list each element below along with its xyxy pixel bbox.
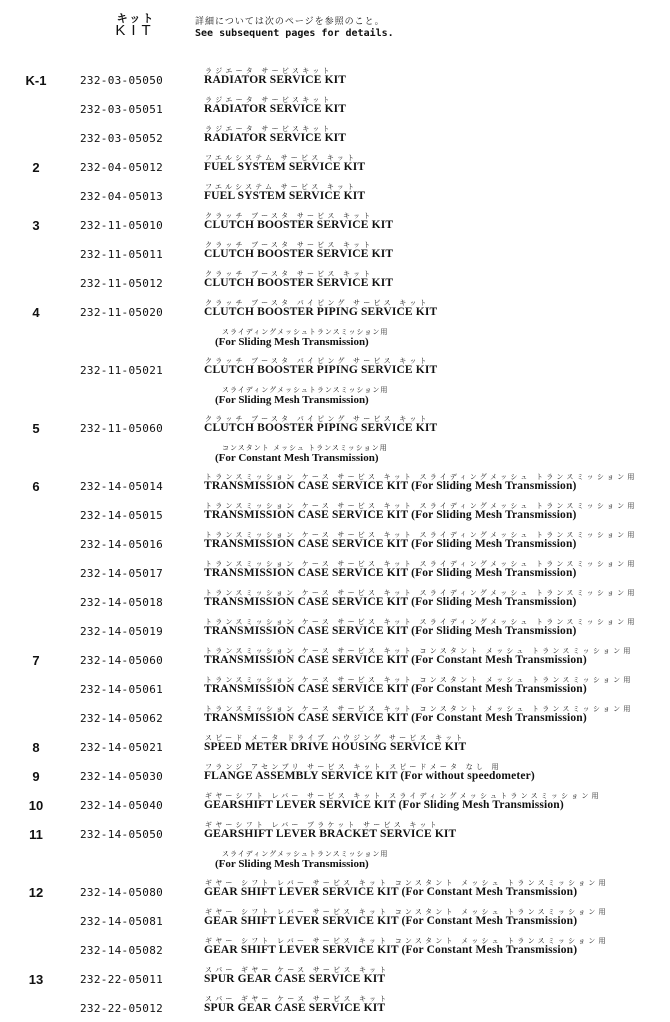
kit-name-kana: トランスミッション ケース サービス キット スライディングメッシュ トランスミッション用 [205, 531, 638, 539]
header-note-jp: 詳細については次のページを参照のこと。 [195, 17, 385, 27]
kit-name-kana: クラッチ ブースタ パイピング サービス キット [205, 299, 430, 307]
kit-entry [0, 501, 670, 529]
kit-name-kana: スパー ギヤー ケース サービス キット [205, 966, 390, 974]
kit-name: FUEL SYSTEM SERVICE KIT [204, 190, 366, 202]
ref-number: K-1 [25, 73, 47, 88]
kit-name: TRANSMISSION CASE SERVICE KIT (For Constant Mesh Transmission) [204, 654, 587, 666]
kit-entry [0, 675, 670, 703]
header-note: See subsequent pages for details. [195, 28, 394, 39]
kit-entry [0, 791, 670, 819]
part-number: 232-14-05015 [80, 509, 164, 522]
kit-name-kana: クラッチ ブースタ サービス キット [205, 270, 374, 278]
kit-name-kana: ラジエータ サービスキット [205, 67, 333, 75]
ref-number: 6 [32, 479, 40, 494]
kit-entry [0, 820, 670, 848]
kit-entry [0, 95, 670, 123]
kit-name-kana: トランスミッション ケース サービス キット スライディングメッシュ トランスミッション用 [205, 589, 638, 597]
ref-number: 8 [32, 740, 40, 755]
kit-name: SPUR GEAR CASE SERVICE KIT [204, 1002, 386, 1014]
part-number: 232-14-05040 [80, 799, 164, 812]
ref-number: 12 [28, 885, 44, 900]
part-number: 232-14-05062 [80, 712, 164, 725]
kit-name-kana: トランスミッション ケース サービス キット スライディングメッシュ トランスミッション用 [205, 473, 638, 481]
kit-entry [0, 269, 670, 297]
kit-entry [0, 124, 670, 152]
kit-name-kana: トランスミッション ケース サービス キット スライディングメッシュ トランスミッション用 [205, 618, 638, 626]
kit-name-kana: ギヤー シフト レバー サービス キット コンスタント メッシュ トランスミッション用 [205, 937, 609, 945]
application-note [0, 849, 670, 877]
application-note-text: (For Constant Mesh Transmission) [215, 452, 379, 464]
kit-name-kana: ギヤー シフト レバー サービス キット コンスタント メッシュ トランスミッション用 [205, 879, 609, 887]
kit-entry [0, 878, 670, 906]
application-note-kana: コンスタント メッシュ トランスミッション用 [222, 444, 388, 452]
part-number: 232-11-05021 [80, 364, 164, 377]
kit-name: RADIATOR SERVICE KIT [204, 103, 347, 115]
part-number: 232-04-05012 [80, 161, 164, 174]
part-number: 232-11-05010 [80, 219, 164, 232]
kit-entry [0, 994, 670, 1022]
part-number: 232-11-05020 [80, 306, 164, 319]
kit-entry [0, 907, 670, 935]
part-number: 232-04-05013 [80, 190, 164, 203]
kit-name-kana: クラッチ ブースタ サービス キット [205, 241, 374, 249]
kit-name: GEAR SHIFT LEVER SERVICE KIT (For Constant Mesh Transmission) [204, 915, 578, 927]
kit-entry [0, 704, 670, 732]
ref-number: 13 [28, 972, 44, 987]
part-number: 232-14-05061 [80, 683, 164, 696]
kit-entry [0, 472, 670, 500]
kit-entry [0, 211, 670, 239]
kit-name-kana: ギヤー シフト レバー サービス キット コンスタント メッシュ トランスミッション用 [205, 908, 609, 916]
kit-entry [0, 588, 670, 616]
kit-entry [0, 936, 670, 964]
kit-name-kana: トランスミッション ケース サービス キット コンスタント メッシュ トランスミッション用 [205, 705, 634, 713]
kit-entry [0, 646, 670, 674]
kit-entry [0, 965, 670, 993]
part-number: 232-11-05011 [80, 248, 164, 261]
kit-entry [0, 617, 670, 645]
kit-name: GEARSHIFT LEVER BRACKET SERVICE KIT [204, 828, 457, 840]
part-number: 232-14-05060 [80, 654, 164, 667]
part-number: 232-14-05021 [80, 741, 164, 754]
part-number: 232-14-05050 [80, 828, 164, 841]
kit-name: GEAR SHIFT LEVER SERVICE KIT (For Constant Mesh Transmission) [204, 944, 578, 956]
kit-name: CLUTCH BOOSTER SERVICE KIT [204, 277, 394, 289]
part-number: 232-03-05050 [80, 74, 164, 87]
application-note-kana: スライディングメッシュトランスミッション用 [222, 328, 389, 336]
kit-name: CLUTCH BOOSTER PIPING SERVICE KIT [204, 422, 438, 434]
kit-name-kana: スパー ギヤー ケース サービス キット [205, 995, 390, 1003]
application-note-kana: スライディングメッシュトランスミッション用 [222, 850, 389, 858]
kit-name-kana: クラッチ ブースタ パイピング サービス キット [205, 357, 430, 365]
kit-name: FUEL SYSTEM SERVICE KIT [204, 161, 366, 173]
ref-number: 9 [32, 769, 40, 784]
kit-name: TRANSMISSION CASE SERVICE KIT (For Sliding Mesh Transmission) [204, 480, 577, 492]
kit-name-kana: トランスミッション ケース サービス キット スライディングメッシュ トランスミッション用 [205, 560, 638, 568]
kit-name: GEAR SHIFT LEVER SERVICE KIT (For Constant Mesh Transmission) [204, 886, 578, 898]
kit-name: RADIATOR SERVICE KIT [204, 132, 347, 144]
kit-name: SPUR GEAR CASE SERVICE KIT [204, 973, 386, 985]
kit-name: GEARSHIFT LEVER SERVICE KIT (For Sliding Mesh Transmission) [204, 799, 564, 811]
kit-name-kana: フエルシステム サービス キット [205, 154, 358, 162]
application-note [0, 443, 670, 471]
kit-name: SPEED METER DRIVE HOUSING SERVICE KIT [204, 741, 467, 753]
application-note-text: (For Sliding Mesh Transmission) [215, 336, 369, 348]
kit-entry [0, 530, 670, 558]
kit-name-kana: トランスミッション ケース サービス キット コンスタント メッシュ トランスミッション用 [205, 647, 634, 655]
kit-name-kana: ギヤーシフト レバー サービス キット スライディングメッシュトランスミッション用 [205, 792, 602, 800]
kit-name: TRANSMISSION CASE SERVICE KIT (For Sliding Mesh Transmission) [204, 509, 577, 521]
kit-name: TRANSMISSION CASE SERVICE KIT (For Constant Mesh Transmission) [204, 712, 587, 724]
ref-number: 2 [32, 160, 40, 175]
kit-name-kana: クラッチ ブースタ サービス キット [205, 212, 374, 220]
application-note [0, 385, 670, 413]
kit-entry [0, 182, 670, 210]
kit-entry [0, 240, 670, 268]
application-note [0, 327, 670, 355]
page-title: KIT [115, 22, 157, 39]
kit-entry [0, 414, 670, 442]
part-number: 232-14-05018 [80, 596, 164, 609]
kit-name-kana: トランスミッション ケース サービス キット コンスタント メッシュ トランスミッション用 [205, 676, 634, 684]
kit-name: TRANSMISSION CASE SERVICE KIT (For Constant Mesh Transmission) [204, 683, 587, 695]
part-number: 232-03-05052 [80, 132, 164, 145]
kit-entry [0, 733, 670, 761]
kit-name: CLUTCH BOOSTER SERVICE KIT [204, 219, 394, 231]
application-note-kana: スライディングメッシュトランスミッション用 [222, 386, 389, 394]
part-number: 232-14-05014 [80, 480, 164, 493]
page-title-jp: キット [116, 12, 156, 25]
kit-name-kana: トランスミッション ケース サービス キット スライディングメッシュ トランスミッション用 [205, 502, 638, 510]
part-number: 232-14-05016 [80, 538, 164, 551]
part-number: 232-14-05080 [80, 886, 164, 899]
part-number: 232-14-05030 [80, 770, 164, 783]
kit-name: FLANGE ASSEMBLY SERVICE KIT (For without speedometer) [204, 770, 535, 782]
kit-name: CLUTCH BOOSTER PIPING SERVICE KIT [204, 306, 438, 318]
kit-name: RADIATOR SERVICE KIT [204, 74, 347, 86]
ref-number: 7 [32, 653, 40, 668]
kit-name: TRANSMISSION CASE SERVICE KIT (For Sliding Mesh Transmission) [204, 567, 577, 579]
kit-name-kana: ギヤーシフト レバー ブラケット サービス キット [205, 821, 440, 829]
part-number: 232-22-05012 [80, 1002, 164, 1015]
kit-name-kana: フランジ アセンブリ サービス キット スピードメータ なし 用 [205, 763, 502, 771]
kit-name-kana: スピード メータ ドライブ ハウジング サービス キット [205, 734, 466, 742]
kit-name: CLUTCH BOOSTER PIPING SERVICE KIT [204, 364, 438, 376]
ref-number: 10 [28, 798, 44, 813]
kit-entry [0, 153, 670, 181]
part-number: 232-03-05051 [80, 103, 164, 116]
kit-name-kana: フエルシステム サービス キット [205, 183, 358, 191]
kit-name: TRANSMISSION CASE SERVICE KIT (For Sliding Mesh Transmission) [204, 625, 577, 637]
ref-number: 11 [29, 827, 43, 842]
kit-entry [0, 66, 670, 94]
ref-number: 4 [32, 305, 40, 320]
application-note-text: (For Sliding Mesh Transmission) [215, 394, 369, 406]
part-number: 232-14-05019 [80, 625, 164, 638]
kit-entry [0, 559, 670, 587]
part-number: 232-22-05011 [80, 973, 164, 986]
kit-name: CLUTCH BOOSTER SERVICE KIT [204, 248, 394, 260]
kit-name-kana: ラジエータ サービスキット [205, 125, 333, 133]
kit-entry [0, 762, 670, 790]
ref-number: 5 [32, 421, 40, 436]
part-number: 232-11-05060 [80, 422, 164, 435]
part-number: 232-14-05082 [80, 944, 164, 957]
kit-entry [0, 298, 670, 326]
kit-name-kana: クラッチ ブースタ パイピング サービス キット [205, 415, 430, 423]
kit-name: TRANSMISSION CASE SERVICE KIT (For Sliding Mesh Transmission) [204, 596, 577, 608]
kit-name: TRANSMISSION CASE SERVICE KIT (For Sliding Mesh Transmission) [204, 538, 577, 550]
ref-number: 3 [32, 218, 40, 233]
application-note-text: (For Sliding Mesh Transmission) [215, 858, 369, 870]
part-number: 232-14-05081 [80, 915, 164, 928]
kit-entry [0, 356, 670, 384]
part-number: 232-14-05017 [80, 567, 164, 580]
part-number: 232-11-05012 [80, 277, 164, 290]
kit-name-kana: ラジエータ サービスキット [205, 96, 333, 104]
